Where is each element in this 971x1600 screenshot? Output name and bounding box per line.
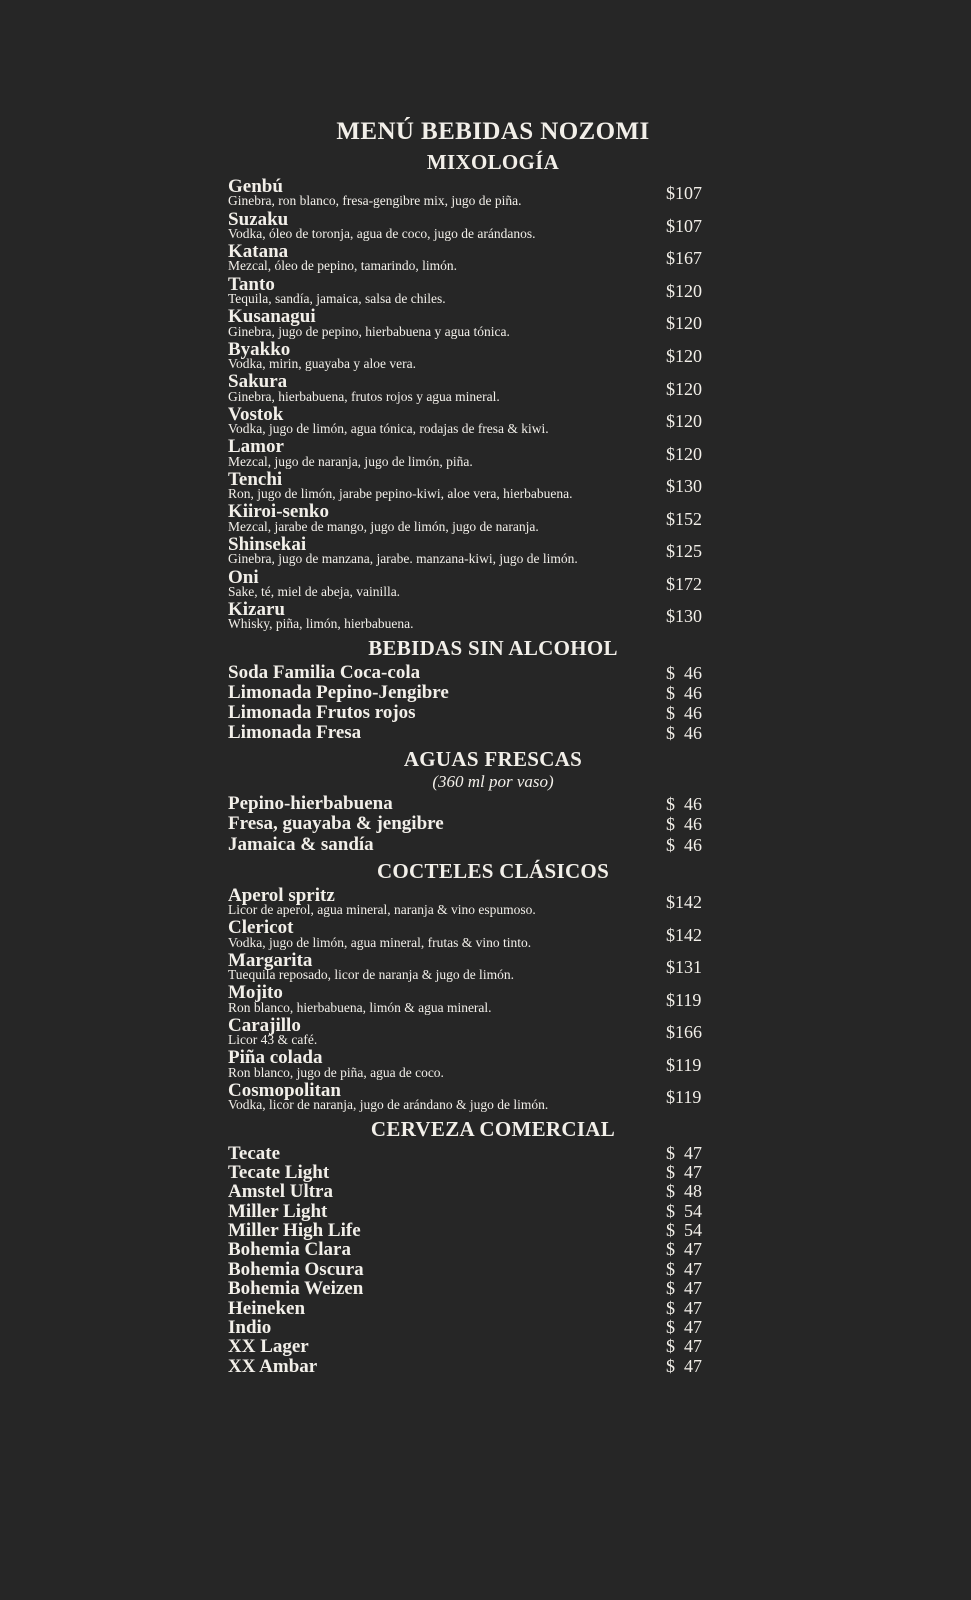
menu-item [228,600,758,632]
menu-item-price: $142 [666,892,702,913]
menu-item [228,683,758,703]
menu-item-price: $120 [666,411,702,432]
menu-item [228,1357,758,1376]
menu-item-name: Miller Light [228,1200,328,1222]
menu-item-description: Licor de aperol, agua mineral, naranja & vino espumoso. [228,902,536,918]
menu-item-name: Miller High Life [228,1220,361,1242]
menu-item-name: Cosmopolitan [228,1080,341,1102]
menu-item-text [228,663,654,682]
menu-item-name: Lamor [228,436,284,458]
section-subtitle-aguas-frescas: (360 ml por vaso) [432,772,554,792]
menu-item-price: $ 54 [666,1200,702,1221]
menu-item-price: $ 46 [666,662,702,683]
menu-item-description: Vodka, óleo de toronja, agua de coco, jugo de arándanos. [228,225,536,241]
menu-item [228,275,758,307]
menu-item-description: Ginebra, ron blanco, fresa-gengibre mix, jugo de piña. [228,193,522,209]
menu-item-price: $120 [666,280,702,301]
menu-item-description: Licor 43 & café. [228,1032,318,1048]
menu-item-text [228,1048,654,1080]
menu-item [228,1202,758,1221]
menu-item-description: Vodka, jugo de limón, agua mineral, frutas & vino tinto. [228,934,532,950]
menu-item-price: $ 47 [666,1336,702,1357]
menu-item-price: $167 [666,248,702,269]
menu-item-name: Kizaru [228,599,285,621]
menu-item-price: $130 [666,606,702,627]
menu-item-price: $107 [666,215,702,236]
section-title-sin-alcohol: BEBIDAS SIN ALCOHOL [368,635,618,660]
menu-item-text [228,835,654,854]
menu-item-price: $120 [666,313,702,334]
menu-item-text [228,340,654,372]
menu-item-price: $130 [666,476,702,497]
menu-item-price: $ 47 [666,1355,702,1376]
menu-item-description: Ron blanco, jugo de piña, agua de coco. [228,1064,444,1080]
menu-item-name: Heineken [228,1297,306,1319]
menu-item-price: $ 47 [666,1239,702,1260]
menu-item-text [228,242,654,274]
menu-item-price: $ 47 [666,1278,702,1299]
menu-item-price: $ 46 [666,794,702,815]
menu-item-price: $ 46 [666,682,702,703]
menu-item-text [228,951,654,983]
menu-item-name: XX Ambar [228,1355,318,1377]
menu-item-name: Genbú [228,176,283,197]
menu-item-price: $ 46 [666,834,702,855]
menu-item-text [228,1260,654,1279]
menu-item-description: Mezcal, jarabe de mango, jugo de limón, jugo de naranja. [228,518,539,534]
menu-item-name: Carajillo [228,1014,301,1036]
menu-item [228,470,758,502]
menu-item-price: $ 47 [666,1161,702,1182]
menu-item-text [228,275,654,307]
menu-item-name: Limonada Pepino-Jengibre [228,681,449,703]
menu-item-description: Vodka, licor de naranja, jugo de arándano & jugo de limón. [228,1097,549,1113]
menu-item [228,814,758,834]
menu-item [228,340,758,372]
menu-item-description: Ginebra, jugo de pepino, hierbabuena y agua tónica. [228,323,510,339]
menu-item-name: Aperol spritz [228,884,335,906]
menu-item-description: Ginebra, hierbabuena, frutos rojos y agua mineral. [228,388,500,404]
menu-item-text [228,405,654,437]
menu-item-text [228,794,654,813]
menu-item-price: $142 [666,924,702,945]
menu-item-price: $107 [666,183,702,204]
menu-item-text [228,307,654,339]
menu-item [228,1081,758,1113]
menu-item-description: Vodka, jugo de limón, agua tónica, rodajas de fresa & kiwi. [228,421,549,437]
section-title-cerveza-comercial: CERVEZA COMERCIAL [370,1116,616,1141]
menu-item-name: Suzaku [228,208,289,230]
menu-item [228,723,758,743]
menu-item [228,437,758,469]
menu-item-name: XX Lager [228,1336,309,1358]
menu-item [228,1240,758,1259]
section-items-aguas-frescas [228,794,758,854]
menu-item-name: Oni [228,566,259,588]
menu-item-text [228,600,654,632]
menu-item-name: Limonada Fresa [228,722,362,744]
menu-item-name: Pepino-hierbabuena [228,793,393,815]
menu-item-price: $119 [666,1054,702,1075]
menu-item [228,835,758,855]
menu-item-name: Clericot [228,917,294,939]
menu-item-name: Jamaica & sandía [228,833,374,855]
menu-item [228,951,758,983]
menu-item-description: Ron, jugo de limón, jarabe pepino-kiwi, aloe vera, hierbabuena. [228,486,573,502]
menu-item-text [228,723,654,742]
menu-item-name: Tecate Light [228,1161,330,1183]
menu-item-price: $ 46 [666,702,702,723]
menu-item-name: Bohemia Weizen [228,1278,364,1300]
menu-item-name: Piña colada [228,1047,323,1069]
menu-item-price: $ 46 [666,723,702,744]
section-items-mixologia [228,177,758,632]
menu-item-name: Katana [228,241,289,263]
menu-item [228,1144,758,1163]
menu-item [228,568,758,600]
section-title-cocteles-clasicos: COCTELES CLÁSICOS [376,858,610,883]
menu-item-price: $ 47 [666,1297,702,1318]
menu-item-description: Mezcal, jugo de naranja, jugo de limón, piña. [228,453,473,469]
menu-item-text [228,886,654,918]
menu-item-text [228,1016,654,1048]
menu-item-name: Kusanagui [228,306,316,328]
menu-item-text [228,1081,654,1113]
menu-item-text [228,814,654,833]
menu-item [228,983,758,1015]
menu-item [228,886,758,918]
menu-item [228,1299,758,1318]
menu-item-price: $120 [666,443,702,464]
menu-item-name: Tanto [228,273,275,295]
menu-item [228,1337,758,1356]
menu-item-price: $ 48 [666,1181,702,1202]
menu-item-description: Tuequila reposado, licor de naranja & jugo de limón. [228,967,514,983]
section-title-mixologia: MIXOLOGÍA [426,150,560,174]
menu-item-text [228,1357,654,1376]
menu-item [228,177,758,209]
menu-item-name: Fresa, guayaba & jengibre [228,813,444,835]
section-items-cerveza-comercial [228,1144,758,1377]
menu-item-text [228,1240,654,1259]
menu-item-text [228,1163,654,1182]
menu-item-text [228,437,654,469]
menu-item-price: $172 [666,573,702,594]
menu-item [228,1016,758,1048]
menu-item-price: $131 [666,957,702,978]
section-items-cocteles-clasicos [228,886,758,1113]
menu-item [228,663,758,683]
menu-item-text [228,568,654,600]
menu-item-text [228,1202,654,1221]
menu-item [228,703,758,723]
menu-item-description: Ginebra, jugo de manzana, jarabe. manzana-kiwi, jugo de limón. [228,551,578,567]
menu-item-name: Shinsekai [228,534,307,556]
menu-item [228,535,758,567]
menu-item-price: $119 [666,1087,702,1108]
menu-item [228,1048,758,1080]
section-title-aguas-frescas: AGUAS FRESCAS [403,747,583,772]
menu-item-name: Bohemia Oscura [228,1258,364,1280]
menu-item-name: Mojito [228,982,283,1004]
menu-item-text [228,1182,654,1201]
menu-item-description: Mezcal, óleo de pepino, tamarindo, limón. [228,258,458,274]
page-title: MENÚ BEBIDAS NOZOMI [336,118,650,145]
menu-item-name: Tecate [228,1142,281,1164]
menu-item-description: Ron blanco, hierbabuena, limón & agua mineral. [228,999,492,1015]
menu-item-price: $166 [666,1022,702,1043]
menu-item-price: $ 54 [666,1220,702,1241]
menu-item-description: Sake, té, miel de abeja, vainilla. [228,583,401,599]
menu-item-name: Bohemia Clara [228,1239,351,1261]
menu-item-price: $120 [666,346,702,366]
menu-item-name: Limonada Frutos rojos [228,701,416,723]
menu-item [228,242,758,274]
menu-item [228,502,758,534]
menu-item-name: Kiiroi-senko [228,501,329,523]
menu-item-name: Indio [228,1316,272,1338]
menu-item-price: $ 47 [666,1142,702,1163]
menu-item-text [228,470,654,502]
menu-item-text [228,502,654,534]
menu-item-text [228,1279,654,1298]
menu-container [228,118,758,1376]
menu-item-price: $ 47 [666,1316,702,1337]
menu-item [228,307,758,339]
menu-item-text [228,1299,654,1318]
menu-item-price: $125 [666,541,702,562]
menu-item-text [228,1318,654,1337]
menu-item-name: Amstel Ultra [228,1181,333,1203]
menu-item-name: Tenchi [228,468,283,490]
menu-item-description: Whisky, piña, limón, hierbabuena. [228,616,414,632]
menu-item-name: Byakko [228,338,291,360]
menu-item-text [228,372,654,404]
menu-item-price: $ 46 [666,814,702,835]
menu-item-name: Vostok [228,403,284,425]
menu-item [228,1182,758,1201]
menu-item-text [228,210,654,242]
menu-item [228,1260,758,1279]
menu-item-text [228,1221,654,1240]
menu-item-name: Sakura [228,371,288,393]
menu-item [228,1279,758,1298]
menu-item [228,918,758,950]
menu-item [228,1318,758,1337]
menu-item-text [228,1144,654,1163]
menu-item-description: Tequila, sandía, jamaica, salsa de chiles. [228,291,446,307]
menu-item-text [228,983,654,1015]
section-items-sin-alcohol [228,663,758,744]
menu-item-text [228,683,654,702]
menu-item [228,405,758,437]
menu-item-name: Soda Familia Coca-cola [228,661,421,683]
menu-item [228,1163,758,1182]
menu-item-text [228,703,654,722]
menu-item-price: $120 [666,378,702,399]
menu-item-name: Margarita [228,949,313,971]
menu-item [228,210,758,242]
menu-item-text [228,177,654,209]
menu-item-price: $119 [666,989,702,1010]
menu-item [228,372,758,404]
menu-item [228,794,758,814]
menu-item-text [228,918,654,950]
menu-item-text [228,535,654,567]
menu-item-text [228,1337,654,1356]
menu-item-price: $ 47 [666,1258,702,1279]
menu-item [228,1221,758,1240]
menu-item-description: Vodka, mirin, guayaba y aloe vera. [228,356,416,372]
menu-item-price: $152 [666,508,702,529]
